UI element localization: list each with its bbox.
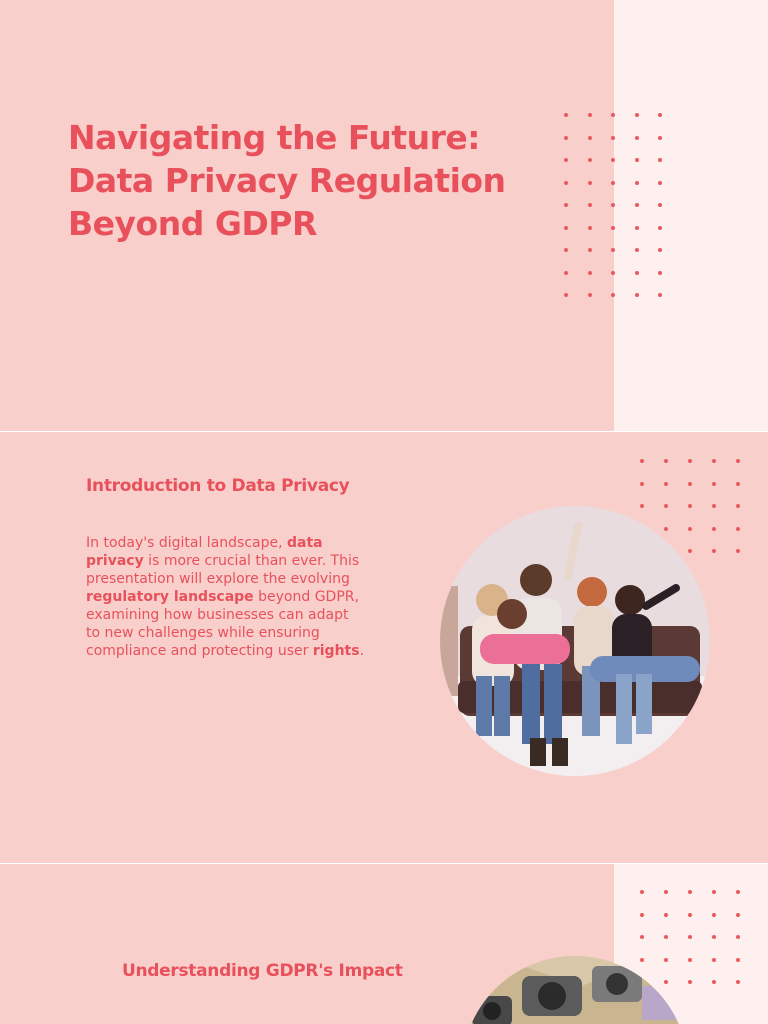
- decorative-dot: [736, 913, 740, 917]
- decorative-dot: [712, 935, 716, 939]
- gdpr-impact-slide: [0, 864, 768, 1024]
- decorative-dot: [712, 482, 716, 486]
- decorative-dot: [611, 181, 615, 185]
- decorative-dot: [712, 958, 716, 962]
- decorative-dot: [588, 248, 592, 252]
- decorative-dot: [664, 958, 668, 962]
- decorative-dot: [588, 181, 592, 185]
- decorative-dot: [664, 504, 668, 508]
- decorative-dot: [564, 226, 568, 230]
- decorative-dot: [588, 203, 592, 207]
- decorative-dot: [712, 459, 716, 463]
- decorative-dot: [658, 226, 662, 230]
- decorative-dot: [688, 527, 692, 531]
- decorative-dot: [658, 136, 662, 140]
- decorative-dot: [688, 980, 692, 984]
- decorative-dot: [635, 226, 639, 230]
- decorative-dot: [736, 482, 740, 486]
- decorative-dot: [664, 913, 668, 917]
- title-line: Beyond GDPR: [68, 204, 317, 243]
- decorative-dot: [635, 203, 639, 207]
- decorative-dot: [588, 136, 592, 140]
- decorative-dot: [736, 980, 740, 984]
- page-title: [68, 116, 548, 245]
- decorative-dot: [611, 271, 615, 275]
- decorative-dot: [564, 181, 568, 185]
- decorative-dot: [635, 181, 639, 185]
- decorative-dot: [736, 890, 740, 894]
- decorative-dot: [588, 293, 592, 297]
- group-photo: [440, 506, 710, 776]
- decorative-dot: [564, 136, 568, 140]
- decorative-dot: [736, 549, 740, 553]
- decorative-dot: [688, 935, 692, 939]
- decorative-dot: [688, 504, 692, 508]
- decorative-dot: [712, 913, 716, 917]
- decorative-dot: [640, 913, 644, 917]
- decorative-dot: [736, 527, 740, 531]
- decorative-dot: [588, 226, 592, 230]
- decorative-dot: [611, 113, 615, 117]
- decorative-dot: [736, 459, 740, 463]
- section-heading: Understanding GDPR's Impact: [122, 961, 403, 981]
- decorative-dot: [736, 504, 740, 508]
- decorative-dot: [712, 980, 716, 984]
- decorative-dot: [640, 459, 644, 463]
- title-line: Data Privacy Regulation: [68, 161, 506, 200]
- decorative-dot: [611, 226, 615, 230]
- decorative-dot: [712, 504, 716, 508]
- decorative-dot: [564, 158, 568, 162]
- decorative-dot: [688, 459, 692, 463]
- decorative-dot: [564, 113, 568, 117]
- decorative-dot: [588, 271, 592, 275]
- decorative-dot: [664, 482, 668, 486]
- section-heading: Introduction to Data Privacy: [86, 476, 350, 496]
- decorative-dot: [658, 203, 662, 207]
- decorative-dot: [611, 293, 615, 297]
- decorative-dot: [688, 958, 692, 962]
- decorative-dot: [640, 482, 644, 486]
- title-slide: [0, 0, 768, 431]
- decorative-dot: [658, 271, 662, 275]
- decorative-dot: [712, 549, 716, 553]
- decorative-dot: [712, 890, 716, 894]
- decorative-dot: [664, 980, 668, 984]
- intro-slide: [0, 432, 768, 863]
- dot-grid-decoration: [564, 113, 662, 297]
- decorative-dot: [688, 890, 692, 894]
- intro-paragraph: In today's digital landscape, data privacy is more crucial than ever. This presentation will explore the evolving regulatory landscape beyond GDPR, examining how businesses can adapt to new challenges while ensuring compliance and protecting user rights.: [86, 535, 365, 659]
- decorative-dot: [564, 203, 568, 207]
- decorative-dot: [611, 136, 615, 140]
- decorative-dot: [635, 113, 639, 117]
- decorative-dot: [564, 293, 568, 297]
- decorative-dot: [658, 181, 662, 185]
- decorative-dot: [635, 136, 639, 140]
- decorative-dot: [688, 482, 692, 486]
- decorative-dot: [564, 248, 568, 252]
- decorative-dot: [658, 293, 662, 297]
- decorative-dot: [588, 158, 592, 162]
- decorative-dot: [635, 271, 639, 275]
- title-line: Navigating the Future:: [68, 118, 480, 157]
- decorative-dot: [635, 158, 639, 162]
- decorative-dot: [588, 113, 592, 117]
- decorative-dot: [640, 504, 644, 508]
- decorative-dot: [658, 248, 662, 252]
- decorative-dot: [664, 890, 668, 894]
- decorative-dot: [736, 958, 740, 962]
- decorative-dot: [712, 527, 716, 531]
- decorative-dot: [664, 527, 668, 531]
- decorative-dot: [658, 113, 662, 117]
- decorative-dot: [688, 549, 692, 553]
- decorative-dot: [664, 935, 668, 939]
- dot-grid-decoration: [640, 890, 740, 984]
- decorative-dot: [640, 890, 644, 894]
- decorative-dot: [688, 913, 692, 917]
- decorative-dot: [640, 935, 644, 939]
- decorative-dot: [611, 203, 615, 207]
- decorative-dot: [611, 248, 615, 252]
- decorative-dot: [664, 459, 668, 463]
- decorative-dot: [611, 158, 615, 162]
- decorative-dot: [635, 248, 639, 252]
- decorative-dot: [658, 158, 662, 162]
- decorative-dot: [640, 958, 644, 962]
- decorative-dot: [564, 271, 568, 275]
- decorative-dot: [736, 935, 740, 939]
- decorative-dot: [635, 293, 639, 297]
